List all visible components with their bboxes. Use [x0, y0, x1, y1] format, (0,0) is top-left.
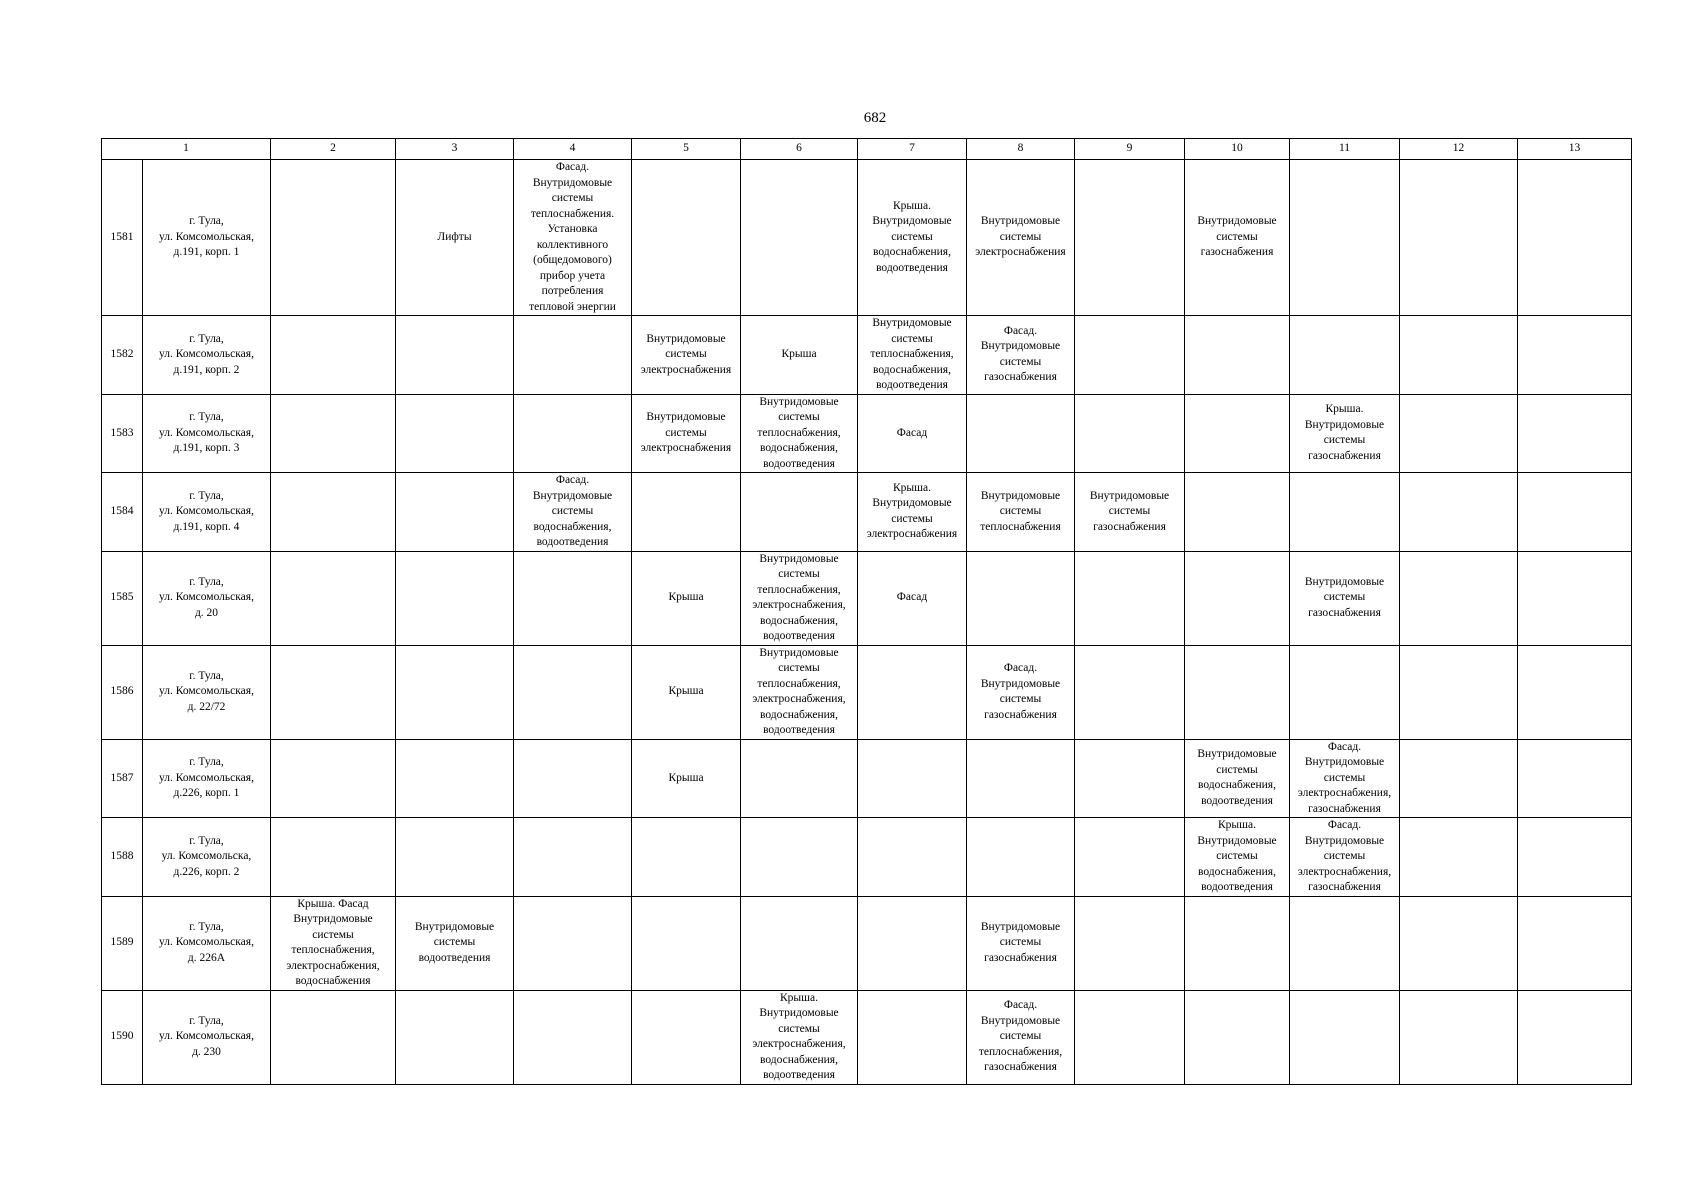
work-type-cell: Фасад. Внутридомовые системы электроснабжения, газоснабжения	[1290, 739, 1400, 818]
table-row	[102, 473, 1632, 552]
work-type-cell	[396, 739, 514, 818]
work-type-cell	[1518, 990, 1632, 1084]
work-type-cell	[396, 990, 514, 1084]
work-type-cell	[271, 739, 396, 818]
work-type-cell	[396, 473, 514, 552]
column-header: 8	[967, 139, 1075, 160]
work-type-cell	[741, 473, 858, 552]
work-type-cell: Крыша. Внутридомовые системы электроснабжения, водоснабжения, водоотведения	[741, 990, 858, 1084]
work-type-cell	[1518, 394, 1632, 473]
column-header: 1	[102, 139, 271, 160]
work-type-cell	[1400, 394, 1518, 473]
work-type-cell: Внутридомовые системы теплоснабжения, водоснабжения, водоотведения	[858, 316, 967, 395]
work-type-cell	[741, 818, 858, 897]
work-type-cell: Внутридомовые системы теплоснабжения, электроснабжения, водоснабжения, водоотведения	[741, 645, 858, 739]
work-type-cell	[741, 739, 858, 818]
address-cell: г. Тула, ул. Комсомольская, д. 230	[143, 990, 271, 1084]
work-type-cell	[1400, 818, 1518, 897]
work-type-cell	[1185, 316, 1290, 395]
column-header: 5	[632, 139, 741, 160]
work-type-cell	[967, 551, 1075, 645]
column-header: 13	[1518, 139, 1632, 160]
work-type-cell	[858, 645, 967, 739]
work-type-cell	[967, 394, 1075, 473]
work-type-cell	[1185, 551, 1290, 645]
column-header: 9	[1075, 139, 1185, 160]
address-cell: г. Тула, ул. Комсомольская, д.191, корп. 1	[143, 160, 271, 316]
work-type-cell	[396, 316, 514, 395]
work-type-cell: Крыша. Внутридомовые системы водоснабжения, водоотведения	[858, 160, 967, 316]
address-cell: г. Тула, ул. Комсомольская, д. 20	[143, 551, 271, 645]
address-cell: г. Тула, ул. Комсомольская, д. 22/72	[143, 645, 271, 739]
work-type-cell	[271, 160, 396, 316]
column-header: 4	[514, 139, 632, 160]
work-type-cell: Крыша	[632, 645, 741, 739]
work-type-cell	[271, 316, 396, 395]
work-type-cell	[1518, 645, 1632, 739]
work-type-cell	[396, 394, 514, 473]
work-type-cell	[632, 990, 741, 1084]
work-type-cell	[271, 818, 396, 897]
work-type-cell	[1185, 645, 1290, 739]
address-cell: г. Тула, ул. Комсомольская, д. 226А	[143, 896, 271, 990]
work-type-cell: Лифты	[396, 160, 514, 316]
work-type-cell	[1518, 316, 1632, 395]
table-row	[102, 818, 1632, 897]
address-cell: г. Тула, ул. Комсомольска, д.226, корп. 2	[143, 818, 271, 897]
work-type-cell	[1400, 473, 1518, 552]
table-row	[102, 990, 1632, 1084]
work-type-cell: Внутридомовые системы теплоснабжения	[967, 473, 1075, 552]
work-type-cell	[1400, 896, 1518, 990]
work-type-cell: Крыша	[632, 739, 741, 818]
work-type-cell	[1075, 990, 1185, 1084]
table-row	[102, 394, 1632, 473]
row-number: 1581	[102, 160, 143, 316]
work-type-cell	[1290, 473, 1400, 552]
work-type-cell	[1290, 160, 1400, 316]
work-type-cell	[514, 990, 632, 1084]
work-type-cell	[514, 551, 632, 645]
row-number: 1589	[102, 896, 143, 990]
work-type-cell	[1290, 896, 1400, 990]
work-type-cell: Внутридомовые системы электроснабжения	[632, 394, 741, 473]
work-type-cell	[514, 739, 632, 818]
work-type-cell	[632, 818, 741, 897]
work-type-cell	[1075, 394, 1185, 473]
work-type-cell	[1400, 739, 1518, 818]
work-type-cell	[1400, 551, 1518, 645]
work-type-cell: Фасад. Внутридомовые системы электроснабжения, газоснабжения	[1290, 818, 1400, 897]
column-number-row	[102, 139, 1632, 160]
work-type-cell	[1518, 739, 1632, 818]
work-type-cell	[1075, 551, 1185, 645]
column-header: 2	[271, 139, 396, 160]
page-number: 682	[863, 110, 887, 126]
work-type-cell	[858, 990, 967, 1084]
work-type-cell: Внутридомовые системы газоснабжения	[967, 896, 1075, 990]
work-type-cell	[1075, 739, 1185, 818]
work-type-cell: Внутридомовые системы электроснабжения	[632, 316, 741, 395]
row-number: 1583	[102, 394, 143, 473]
work-type-cell	[1400, 645, 1518, 739]
row-number: 1582	[102, 316, 143, 395]
work-type-cell	[1075, 160, 1185, 316]
work-type-cell	[1400, 990, 1518, 1084]
work-type-cell: Внутридомовые системы водоснабжения, водоотведения	[1185, 739, 1290, 818]
address-cell: г. Тула, ул. Комсомольская, д.226, корп. 1	[143, 739, 271, 818]
work-type-cell	[1518, 160, 1632, 316]
column-header: 10	[1185, 139, 1290, 160]
work-type-cell: Фасад. Внутридомовые системы газоснабжения	[967, 316, 1075, 395]
work-type-cell	[632, 160, 741, 316]
work-type-cell: Внутридомовые системы теплоснабжения, электроснабжения, водоснабжения, водоотведения	[741, 551, 858, 645]
work-type-cell	[967, 739, 1075, 818]
work-type-cell: Фасад	[858, 394, 967, 473]
work-type-cell: Крыша. Внутридомовые системы электроснабжения	[858, 473, 967, 552]
row-number: 1584	[102, 473, 143, 552]
column-header: 6	[741, 139, 858, 160]
work-type-cell	[1290, 990, 1400, 1084]
work-type-cell	[1185, 896, 1290, 990]
work-type-cell: Фасад. Внутридомовые системы водоснабжения, водоотведения	[514, 473, 632, 552]
work-type-cell: Крыша	[741, 316, 858, 395]
row-number: 1585	[102, 551, 143, 645]
work-type-cell	[632, 473, 741, 552]
work-type-cell	[514, 316, 632, 395]
work-type-cell	[1185, 473, 1290, 552]
work-type-cell	[967, 818, 1075, 897]
work-type-cell	[1400, 160, 1518, 316]
work-type-cell	[514, 645, 632, 739]
work-type-cell: Внутридомовые системы газоснабжения	[1290, 551, 1400, 645]
column-header: 7	[858, 139, 967, 160]
work-type-cell	[271, 394, 396, 473]
work-type-cell	[514, 394, 632, 473]
work-type-cell	[1518, 473, 1632, 552]
work-type-cell	[741, 160, 858, 316]
work-type-cell	[271, 473, 396, 552]
work-type-cell: Фасад	[858, 551, 967, 645]
column-header: 3	[396, 139, 514, 160]
table-row	[102, 551, 1632, 645]
work-type-cell	[858, 739, 967, 818]
work-type-cell: Крыша	[632, 551, 741, 645]
work-type-cell: Крыша. Фасад Внутридомовые системы теплоснабжения, электроснабжения, водоснабжения	[271, 896, 396, 990]
address-cell: г. Тула, ул. Комсомольская, д.191, корп. 2	[143, 316, 271, 395]
work-type-cell: Фасад. Внутридомовые системы газоснабжения	[967, 645, 1075, 739]
work-type-cell	[1075, 316, 1185, 395]
work-type-cell	[1518, 818, 1632, 897]
work-type-cell	[1075, 896, 1185, 990]
work-type-cell	[858, 896, 967, 990]
column-header: 11	[1290, 139, 1400, 160]
work-type-cell	[1518, 896, 1632, 990]
work-type-cell: Внутридомовые системы электроснабжения	[967, 160, 1075, 316]
work-type-cell	[396, 818, 514, 897]
work-type-cell	[514, 818, 632, 897]
repair-schedule-table	[101, 138, 1632, 1085]
work-type-cell	[1185, 990, 1290, 1084]
work-type-cell	[514, 896, 632, 990]
work-type-cell	[1290, 316, 1400, 395]
work-type-cell	[271, 990, 396, 1084]
work-type-cell	[858, 818, 967, 897]
work-type-cell	[396, 551, 514, 645]
work-type-cell: Крыша. Внутридомовые системы водоснабжения, водоотведения	[1185, 818, 1290, 897]
work-type-cell	[1185, 394, 1290, 473]
table-body	[102, 139, 1632, 1085]
work-type-cell	[741, 896, 858, 990]
work-type-cell: Фасад. Внутридомовые системы теплоснабжения. Установка коллективного (общедомового) прибор учета потребления тепловой энергии	[514, 160, 632, 316]
row-number: 1590	[102, 990, 143, 1084]
work-type-cell: Фасад. Внутридомовые системы теплоснабжения, газоснабжения	[967, 990, 1075, 1084]
work-type-cell	[271, 645, 396, 739]
row-number: 1586	[102, 645, 143, 739]
work-type-cell	[1075, 818, 1185, 897]
work-type-cell	[1075, 645, 1185, 739]
work-type-cell: Внутридомовые системы водоотведения	[396, 896, 514, 990]
work-type-cell	[632, 896, 741, 990]
work-type-cell	[1518, 551, 1632, 645]
work-type-cell: Внутридомовые системы теплоснабжения, водоснабжения, водоотведения	[741, 394, 858, 473]
address-cell: г. Тула, ул. Комсомольская, д.191, корп. 4	[143, 473, 271, 552]
work-type-cell	[271, 551, 396, 645]
table-row	[102, 160, 1632, 316]
row-number: 1588	[102, 818, 143, 897]
column-header: 12	[1400, 139, 1518, 160]
work-type-cell: Внутридомовые системы газоснабжения	[1075, 473, 1185, 552]
row-number: 1587	[102, 739, 143, 818]
table-row	[102, 645, 1632, 739]
address-cell: г. Тула, ул. Комсомольская, д.191, корп. 3	[143, 394, 271, 473]
work-type-cell	[1400, 316, 1518, 395]
table-row	[102, 896, 1632, 990]
work-type-cell: Крыша. Внутридомовые системы газоснабжения	[1290, 394, 1400, 473]
work-type-cell: Внутридомовые системы газоснабжения	[1185, 160, 1290, 316]
table-row	[102, 739, 1632, 818]
work-type-cell	[396, 645, 514, 739]
work-type-cell	[1290, 645, 1400, 739]
table-row	[102, 316, 1632, 395]
